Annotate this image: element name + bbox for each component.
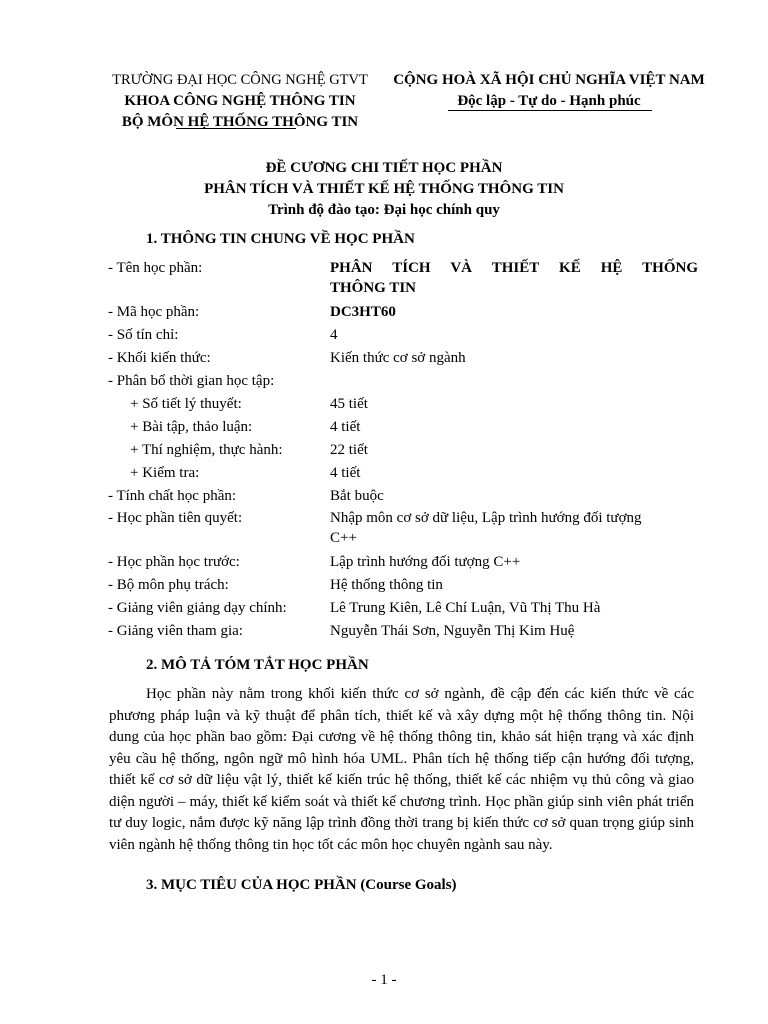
info-value: Hệ thống thông tin <box>330 577 443 593</box>
course-name-line-1: PHÂN TÍCH VÀ THIẾT KẾ HỆ THỐNG <box>330 260 698 276</box>
info-row <box>108 620 698 643</box>
info-label: - Tên học phần: <box>108 260 203 276</box>
info-value: 22 tiết <box>330 442 368 458</box>
info-label: - Giảng viên tham gia: <box>108 623 243 639</box>
info-value: Bắt buộc <box>330 488 384 504</box>
info-label: - Học phần tiên quyết: <box>108 510 243 526</box>
national-motto: Độc lập - Tự do - Hạnh phúc <box>457 93 641 109</box>
info-label: + Số tiết lý thuyết: <box>130 396 242 412</box>
faculty-name: KHOA CÔNG NGHỆ THÔNG TIN <box>124 93 356 109</box>
info-label: - Mã học phần: <box>108 304 200 320</box>
institution-header <box>100 70 380 133</box>
info-label: + Kiểm tra: <box>130 465 200 481</box>
info-row <box>108 597 698 620</box>
section-1-heading: 1. THÔNG TIN CHUNG VỀ HỌC PHẦN <box>146 231 415 247</box>
info-value: Nguyễn Thái Sơn, Nguyễn Thị Kim Huệ <box>330 623 575 639</box>
info-label: - Bộ môn phụ trách: <box>108 577 229 593</box>
title-line-3: Trình độ đào tạo: Đại học chính quy <box>268 202 500 218</box>
document-title <box>0 158 768 221</box>
info-row <box>108 416 698 439</box>
info-row <box>108 301 698 324</box>
info-value: Lê Trung Kiên, Lê Chí Luận, Vũ Thị Thu Hà <box>330 600 601 616</box>
section-2-heading: 2. MÔ TẢ TÓM TẮT HỌC PHẦN <box>146 657 369 673</box>
info-value: 4 tiết <box>330 465 361 481</box>
info-row <box>108 393 698 416</box>
info-label: - Phân bổ thời gian học tập: <box>108 373 275 389</box>
info-value: Kiến thức cơ sở ngành <box>330 350 466 366</box>
info-label: + Thí nghiệm, thực hành: <box>130 442 283 458</box>
info-value: Lập trình hướng đối tượng C++ <box>330 554 521 570</box>
info-label: - Tính chất học phần: <box>108 488 237 504</box>
info-label: - Số tín chỉ: <box>108 327 179 343</box>
info-label: - Giảng viên giảng dạy chính: <box>108 600 287 616</box>
title-line-2: PHÂN TÍCH VÀ THIẾT KẾ HỆ THỐNG THÔNG TIN <box>204 181 564 197</box>
course-info-list <box>108 258 698 643</box>
info-row <box>108 439 698 462</box>
info-value <box>408 370 698 393</box>
country-name: CỘNG HOÀ XÃ HỘI CHỦ NGHĨA VIỆT NAM <box>393 72 705 88</box>
title-line-1: ĐỀ CƯƠNG CHI TIẾT HỌC PHẦN <box>265 160 503 176</box>
info-row <box>108 462 698 485</box>
info-row <box>108 508 698 548</box>
info-value: 4 <box>330 327 338 343</box>
department-underline <box>176 128 296 129</box>
info-value <box>330 508 698 548</box>
info-value: DC3HT60 <box>330 304 396 320</box>
page-number: - 1 - <box>371 972 397 988</box>
info-label: - Khối kiến thức: <box>108 350 211 366</box>
info-row <box>108 324 698 347</box>
info-row <box>108 370 698 393</box>
prerequisite-line-2: C++ <box>330 530 357 546</box>
prerequisite-line-1: Nhập môn cơ sở dữ liệu, Lập trình hướng đối tượng <box>330 510 642 526</box>
university-name: TRƯỜNG ĐẠI HỌC CÔNG NGHỆ GTVT <box>112 72 368 88</box>
info-row <box>108 485 698 508</box>
info-value <box>330 258 698 298</box>
info-value: 4 tiết <box>330 419 361 435</box>
info-row <box>108 347 698 370</box>
national-header <box>384 70 714 112</box>
info-row <box>108 574 698 597</box>
course-name-line-2: THÔNG TIN <box>330 280 416 296</box>
info-row <box>108 551 698 574</box>
course-description-paragraph: Học phần này nằm trong khối kiến thức cơ sở ngành, đề cập đến các kiến thức về các phương pháp luận và kỹ thuật để phân tích, thiết kế và xây dựng một hệ thống thông tin. Nội dung của học phần bao gồm: Đại cương về hệ thống thông tin, khảo sát hiện trạng và xác định yêu cầu hệ thống, ngôn ngữ mô hình hóa UML. Phân tích hệ thống tiếp cận hướng đối tượng, thiết kế cơ sở dữ liệu vật lý, thiết kế kiến trúc hệ thống, thiết kế các nhiệm vụ thủ công và giao diện người – máy, thiết kế kiểm soát và thiết kế chương trình. Học phần giúp sinh viên phát triển tư duy logic, nắm được kỹ năng lập trình đồng thời trang bị kiến thức cơ sở quan trọng giúp sinh viên ngành hệ thống thông tin học tốt các môn học chuyên ngành sau này. <box>109 686 694 853</box>
department-name: BỘ MÔN HỆ THỐNG THÔNG TIN <box>121 114 359 130</box>
info-value: 45 tiết <box>330 396 368 412</box>
info-row <box>108 258 698 298</box>
info-label: + Bài tập, thảo luận: <box>130 419 253 435</box>
motto-underline <box>448 110 652 111</box>
info-label: - Học phần học trước: <box>108 554 240 570</box>
section-3-heading: 3. MỤC TIÊU CỦA HỌC PHẦN (Course Goals) <box>146 877 457 893</box>
